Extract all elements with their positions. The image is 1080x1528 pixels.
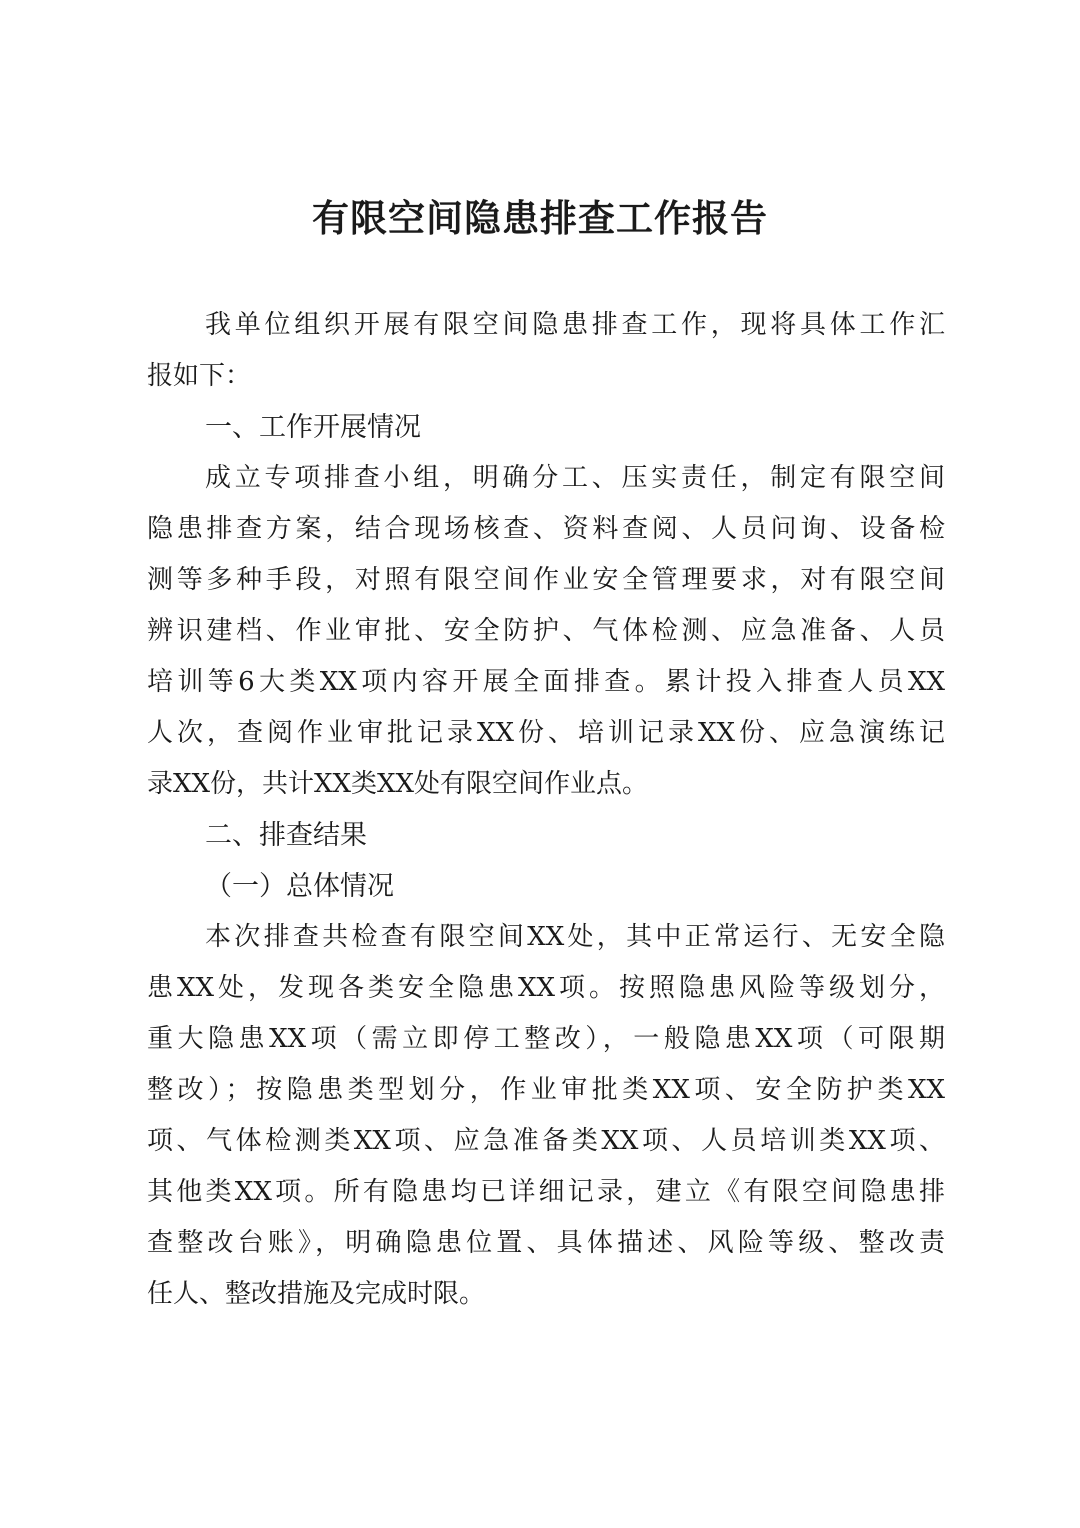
intro-line: 我单位组织开展有限空间隐患排查工作，现将具体工作汇: [205, 310, 945, 340]
paragraph-line: 录XX份，共计XX类XX处有限空间作业点。: [147, 769, 649, 799]
paragraph-line: 查整改台账》，明确隐患位置、具体描述、风险等级、整改责: [147, 1228, 945, 1258]
section-heading: 二、排查结果: [205, 820, 367, 851]
paragraph-line: 本次排查共检查有限空间XX处，其中正常运行、无安全隐: [205, 922, 945, 952]
paragraph-line: 整改）；按隐患类型划分，作业审批类XX项、安全防护类XX: [147, 1075, 945, 1105]
section-heading: 一、工作开展情况: [205, 412, 421, 443]
paragraph-line: 测等多种手段，对照有限空间作业安全管理要求，对有限空间: [147, 565, 945, 595]
paragraph-line: 隐患排查方案，结合现场核查、资料查阅、人员问询、设备检: [147, 514, 945, 544]
paragraph-line: 成立专项排查小组，明确分工、压实责任，制定有限空间: [205, 463, 945, 493]
intro-line: 报如下：: [147, 361, 252, 391]
paragraph-line: 任人、整改措施及完成时限。: [147, 1279, 486, 1309]
paragraph-line: 其他类XX项。所有隐患均已详细记录，建立《有限空间隐患排: [147, 1177, 945, 1207]
subsection-heading: （一）总体情况: [205, 871, 394, 902]
document-body: [147, 300, 945, 1320]
paragraph-line: 人次，查阅作业审批记录XX份、培训记录XX份、应急演练记: [147, 718, 945, 748]
document-title: 有限空间隐患排查工作报告: [312, 196, 768, 240]
paragraph-line: 培训等6大类XX项内容开展全面排查。累计投入排查人员XX: [147, 667, 945, 697]
paragraph-line: 辨识建档、作业审批、安全防护、气体检测、应急准备、人员: [147, 616, 945, 646]
paragraph-line: 项、气体检测类XX项、应急准备类XX项、人员培训类XX项、: [147, 1126, 945, 1156]
paragraph-line: 重大隐患XX项（需立即停工整改），一般隐患XX项（可限期: [147, 1024, 945, 1054]
paragraph-line: 患XX处，发现各类安全隐患XX项。按照隐患风险等级划分，: [147, 973, 945, 1003]
